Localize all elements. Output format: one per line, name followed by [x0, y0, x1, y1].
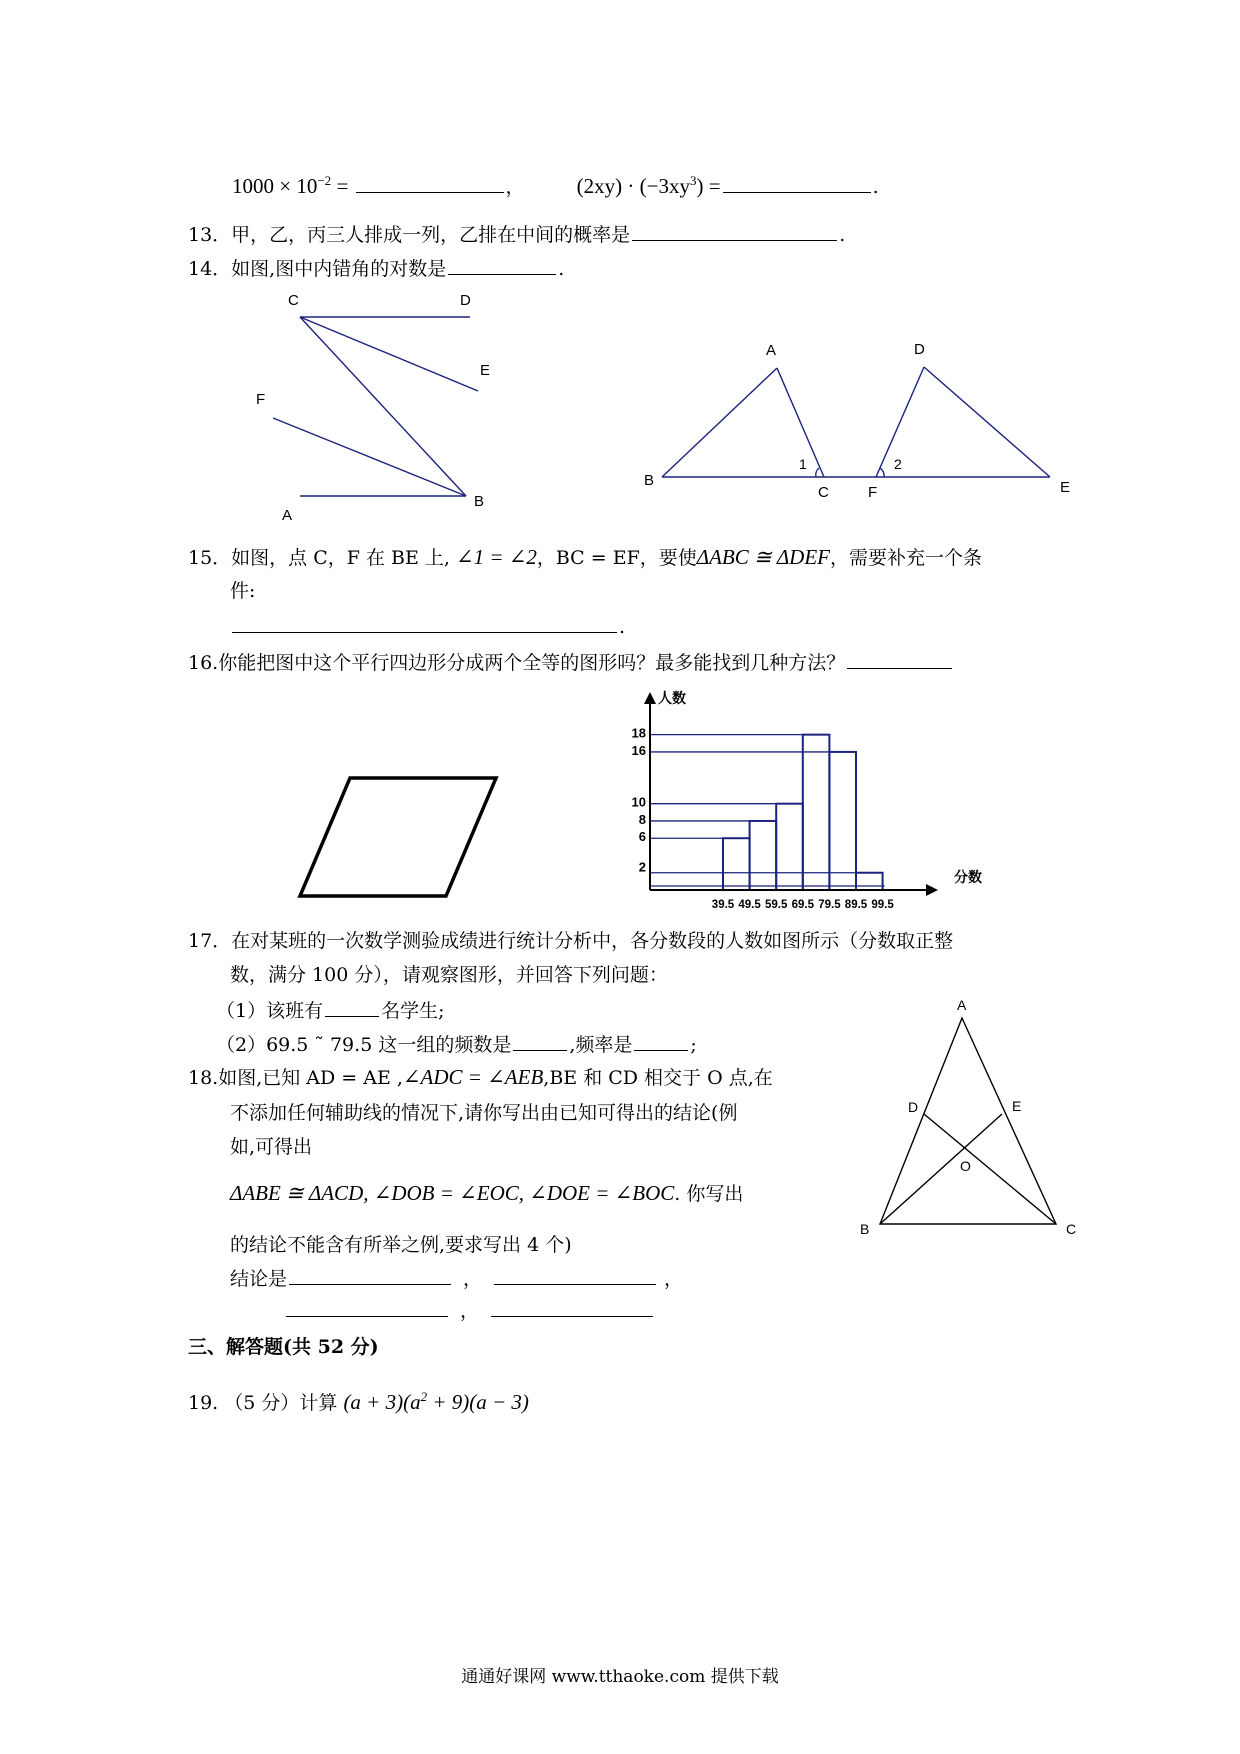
q18-text-1a: 18.如图,已知 AD = AE ,	[188, 1067, 403, 1089]
label-e: E	[1012, 1098, 1022, 1114]
y-tick-label: 16	[631, 742, 646, 758]
q15-line-3	[230, 612, 625, 640]
page-footer	[0, 1664, 1240, 1690]
figure-15-triangles	[640, 330, 1080, 510]
label-a: A	[957, 998, 967, 1013]
y-tick-label: 8	[638, 811, 646, 827]
q14-line	[188, 254, 564, 282]
q18-line-1	[188, 1064, 773, 1091]
q13-line	[188, 220, 845, 248]
angle-label-1: 1	[799, 456, 807, 472]
label-e: E	[480, 362, 491, 379]
q17-total-students-blank[interactable]	[325, 996, 379, 1017]
q18-conclusion-blank-2[interactable]	[494, 1264, 656, 1285]
y-tick-label: 18	[631, 725, 646, 741]
q18-angle-eq: ∠ADC = ∠AEB	[402, 1065, 544, 1089]
q18-line-5	[230, 1232, 572, 1258]
q18-comma-3: ，	[460, 1300, 480, 1322]
y-tick-label: 2	[638, 859, 646, 875]
q15-line-2	[230, 578, 255, 604]
label-f: F	[256, 391, 266, 408]
label-d: D	[908, 1099, 919, 1115]
parallelogram	[300, 778, 496, 896]
label-a: A	[282, 507, 293, 524]
x-tick-label: 99.5	[871, 899, 894, 911]
q18-text-5: 的结论不能含有所举之例,要求写出 4 个)	[230, 1234, 572, 1256]
q16-line	[188, 648, 954, 676]
q18-line-7	[284, 1296, 655, 1324]
q12-expr2: (2xy) · (−3xy	[576, 174, 690, 198]
q18-text-6: 结论是	[230, 1268, 288, 1290]
x-tick-label: 59.5	[765, 899, 788, 911]
label-d: D	[460, 292, 471, 309]
q13-end: .	[839, 224, 846, 246]
q12-sep: ，	[505, 176, 525, 198]
q15-text-3: ，需要补充一个条	[829, 547, 982, 569]
q12-end: .	[872, 176, 879, 198]
q18-conclusion-blank-3[interactable]	[286, 1296, 448, 1317]
q17-sub2-text-a: （2）69.5 ˜ 79.5 这一组的频数是	[216, 1034, 512, 1056]
q18-example-math: ΔABE ≅ ΔACD, ∠DOB = ∠EOC, ∠DOE = ∠BOC	[230, 1181, 675, 1205]
parallelogram-figure	[296, 774, 500, 900]
segment-fb	[273, 418, 466, 496]
segment-ba	[662, 368, 777, 477]
q16-text: 16.你能把图中这个平行四边形分成两个全等的图形吗？最多能找到几种方法？	[188, 652, 846, 674]
q12-answer-blank-1[interactable]	[356, 172, 504, 193]
x-tick-label: 39.5	[711, 899, 735, 911]
x-axis-label: 分数	[954, 869, 982, 885]
q18-line-3	[230, 1134, 312, 1160]
label-b: B	[474, 493, 485, 510]
segment-ce	[300, 317, 478, 391]
figure-18-triangle	[850, 998, 1090, 1243]
q15-text-4: 件:	[230, 580, 256, 602]
q14-answer-blank[interactable]	[448, 254, 556, 275]
q17-sub-2	[216, 1030, 697, 1058]
angle-label-2: 2	[894, 456, 902, 472]
q13-answer-blank[interactable]	[632, 220, 837, 241]
q18-comma-1: ，	[463, 1268, 483, 1290]
histogram-bar	[829, 752, 856, 890]
q18-line-6	[230, 1264, 689, 1292]
x-tick-label: 79.5	[818, 899, 841, 911]
histogram-bar	[776, 804, 803, 890]
q15-text-1: 15．如图，点 C，F 在 BE 上,	[188, 547, 456, 569]
q12-answer-blank-2[interactable]	[723, 172, 871, 193]
q15-text-2: ，BC = EF，要使	[536, 547, 697, 569]
q12-exp2: 3	[689, 173, 697, 188]
q17-sub2-text-b: ,频率是	[569, 1034, 633, 1056]
x-tick-label: 49.5	[738, 899, 761, 911]
segment-be	[880, 1114, 1002, 1224]
q16-answer-blank[interactable]	[847, 648, 952, 669]
q17-sub-1	[216, 996, 445, 1024]
q12-exp1: −2	[317, 173, 332, 188]
q19-line	[188, 1384, 529, 1416]
label-a: A	[766, 342, 777, 359]
q19-expression	[343, 1390, 528, 1414]
histogram-bar	[803, 735, 830, 890]
y-tick-label: 10	[631, 794, 646, 810]
q12-line	[232, 168, 879, 200]
q12-eq: =	[331, 174, 354, 198]
q17-frequency-count-blank[interactable]	[513, 1030, 567, 1051]
y-axis-label: 人数	[658, 690, 686, 706]
q14-text: 14．如图,图中内错角的对数是	[188, 258, 447, 280]
section-3-title	[188, 1334, 379, 1360]
q18-text-1b: ,BE 和 CD 相交于 O 点,在	[543, 1067, 773, 1089]
q17-line-1	[188, 928, 953, 954]
q17-text-2: 数，满分 100 分），请观察图形，并回答下列问题：	[230, 964, 668, 986]
histogram-bar	[750, 821, 777, 890]
x-tick-label: 89.5	[844, 899, 868, 911]
q17-sub1-text-b: 名学生;	[381, 1000, 445, 1022]
q17-sub1-text-a: （1）该班有	[216, 1000, 324, 1022]
q15-end: .	[619, 616, 626, 638]
label-c: C	[1066, 1221, 1077, 1237]
q18-text-3: 如,可得出	[230, 1136, 313, 1158]
footer-text: 通通好课网 www.tthaoke.com 提供下载	[461, 1667, 779, 1687]
histogram-bar	[856, 873, 883, 890]
label-c: C	[288, 292, 299, 309]
q15-congruence: ΔABC ≅ ΔDEF	[696, 545, 830, 569]
label-b: B	[860, 1221, 870, 1237]
q14-end: .	[558, 258, 565, 280]
q18-line-2	[230, 1100, 737, 1126]
q19-text: 19. （5 分）计算	[188, 1392, 344, 1414]
x-tick-label: 69.5	[791, 899, 814, 911]
segment-cd	[924, 1114, 1056, 1224]
q17-text-1: 17．在对某班的一次数学测验成绩进行统计分析中，各分数段的人数如图所示（分数取正整	[188, 930, 954, 952]
segment-cb	[300, 317, 466, 496]
angle-2-arc	[880, 468, 884, 477]
triangle-abc	[880, 1018, 1056, 1224]
q18-conclusion-blank-4[interactable]	[491, 1296, 653, 1317]
label-e: E	[1060, 479, 1071, 496]
q18-conclusion-blank-1[interactable]	[289, 1264, 451, 1285]
figure-14-left	[240, 288, 510, 528]
q15-answer-blank[interactable]	[232, 612, 617, 633]
q18-line-4	[230, 1180, 743, 1207]
q18-text-4b: . 你写出	[674, 1183, 744, 1205]
section-3-title-text: 三、解答题(共 52 分)	[188, 1336, 379, 1358]
q17-line-2	[230, 962, 668, 988]
q13-text: 13．甲，乙，丙三人排成一列，乙排在中间的概率是	[188, 224, 631, 246]
label-f: F	[868, 484, 878, 501]
histogram-bar	[723, 838, 750, 890]
angle-1-arc	[816, 468, 819, 477]
q12-eq2: ) =	[696, 174, 721, 198]
q17-frequency-rate-blank[interactable]	[634, 1030, 688, 1051]
q18-comma-2: ，	[664, 1268, 684, 1290]
histogram-chart	[616, 686, 996, 916]
label-d: D	[914, 341, 925, 358]
q12-expr1: 1000 × 10	[232, 174, 318, 198]
q15-line-1	[188, 544, 982, 571]
q17-sub2-text-c: ;	[690, 1034, 697, 1056]
label-c: C	[818, 484, 829, 501]
q19-expr-a: (a + 3)(a	[343, 1390, 421, 1414]
label-o: O	[960, 1158, 971, 1174]
label-b: B	[644, 472, 655, 489]
segment-de	[924, 367, 1050, 477]
q15-angle-eq: ∠1 = ∠2	[455, 545, 537, 569]
q18-text-2: 不添加任何辅助线的情况下,请你写出由已知可得出的结论(例	[230, 1102, 738, 1124]
y-tick-label: 6	[638, 829, 646, 845]
q19-exp: 2	[420, 1389, 428, 1404]
q19-expr-b: + 9)(a − 3)	[427, 1390, 529, 1414]
